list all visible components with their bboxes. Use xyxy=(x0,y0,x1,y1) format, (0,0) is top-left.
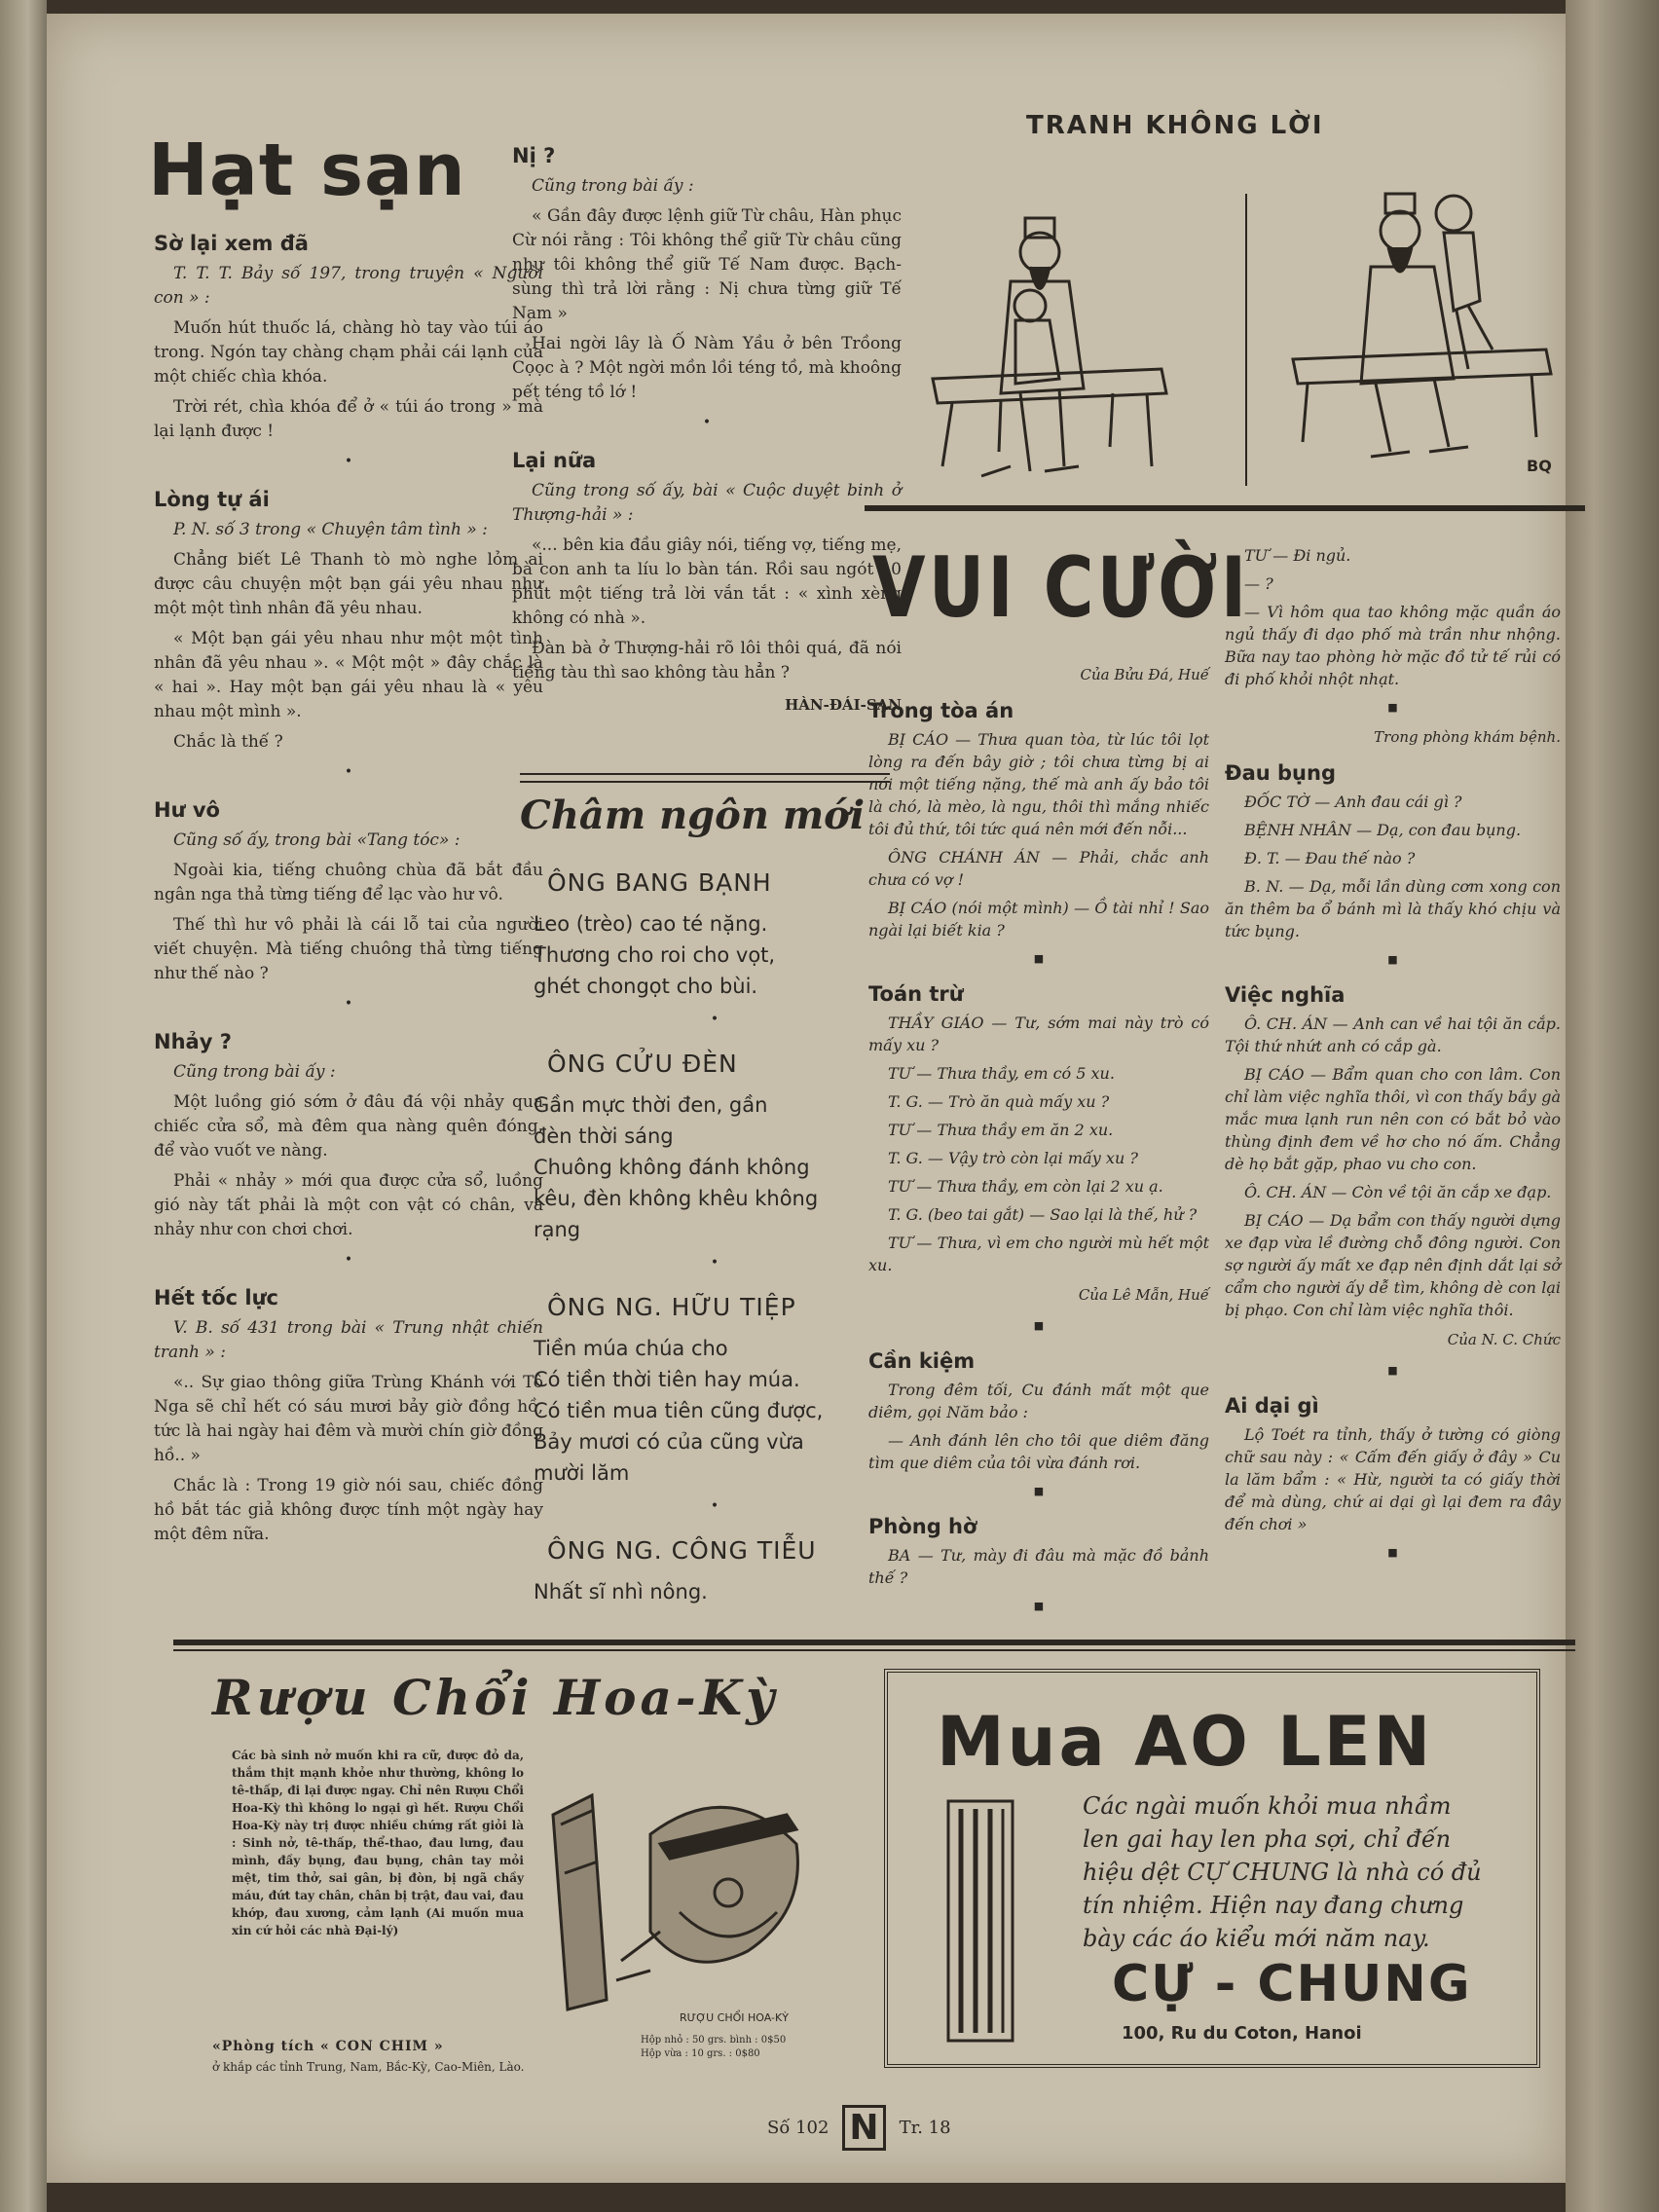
cham-ngon-line: Tiền múa chúa cho xyxy=(534,1337,728,1360)
hat-san-col1 xyxy=(154,218,543,1553)
ruou-ad-title: Rượu Chổi Hoa-Kỳ xyxy=(212,1669,779,1726)
hat-san-title: Hạt sạn xyxy=(148,129,466,212)
paragraph: Phải « nhảy » mới qua được cửa sổ, luồng gió này tất phải là một con vật có chân, và nhảy như con chơi chơi. xyxy=(154,1171,543,1239)
separator-dot: • xyxy=(344,996,353,1012)
vui-paragraph: BỊ CÁO — Dạ bẩm con thấy người dựng xe đạp vừa lề đường chỗ đông người. Con sợ người ấy mất xe đạp nên định dắt lại sở cẩm cho người ấy dễ tìm, không dè con lại bị phạo. Con chỉ làm việc nghĩa thôi. xyxy=(1225,1211,1561,1319)
cham-ngon-line: Thương cho roi cho vọt, xyxy=(534,943,776,967)
vui-heading: Đau bụng xyxy=(1225,761,1336,785)
cham-ngon-line: rạng xyxy=(534,1218,581,1241)
paragraph: « Một bạn gái yêu nhau như một một tình nhân đã yêu nhau ». « Một một » đây chắc là « hai ». Hay một bạn gái yêu nhau là « yêu nhau một mình ». xyxy=(154,629,543,721)
section-heading: Nhảy ? xyxy=(154,1030,232,1053)
tranh-title: TRANH KHÔNG LỜI xyxy=(1026,111,1324,140)
vui-paragraph: Trong đêm tối, Cu đánh mất một que diêm, gọi Năm bảo : xyxy=(868,1381,1209,1421)
cham-ngon-line: Nhất sĩ nhì nông. xyxy=(534,1580,708,1604)
separator-dot: • xyxy=(344,764,353,780)
cham-ngon-name: ÔNG BANG BẠNH xyxy=(547,868,772,897)
section-heading: Hết tốc lực xyxy=(154,1286,278,1309)
issue-number: Số 102 xyxy=(767,2118,830,2138)
vui-paragraph: T. G. (beo tai gắt) — Sao lại là thế, hử ? xyxy=(888,1205,1198,1224)
paragraph: « Gần đây được lệnh giữ Từ châu, Hàn phục Cừ nói rằng : Tôi không thể giữ Từ châu cũng như tôi không thể giữ Tế Nam được. Bạch-sùng thì trả lời rằng : Nị chưa từng giữ Tế Nam » xyxy=(512,206,902,323)
cartoon-panel-right xyxy=(1293,194,1551,457)
separator-dot: • xyxy=(710,1498,719,1514)
ruou-ad-illustration xyxy=(534,1737,826,2029)
vui-credit: Của Bửu Đá, Huế xyxy=(1080,666,1209,683)
cham-ngon-line: Leo (trèo) cao té nặng. xyxy=(534,912,768,936)
vui-heading: Trong tòa án xyxy=(868,699,1014,722)
vui-paragraph: BỆNH NHÂN — Dạ, con đau bụng. xyxy=(1244,821,1522,839)
vui-paragraph: ĐỐC TỜ — Anh đau cái gì ? xyxy=(1244,793,1462,811)
paragraph: P. N. số 3 trong « Chuyện tâm tình » : xyxy=(173,520,488,539)
vui-paragraph: TƯ — Thưa thầy, em có 5 xu. xyxy=(888,1064,1115,1083)
vui-paragraph: TƯ — Thưa, vì em cho người mù hết một xu. xyxy=(868,1234,1209,1274)
binding-edge-left xyxy=(0,0,47,2212)
vui-paragraph: BỊ CÁO — Thưa quan tòa, từ lúc tôi lọt lòng ra đến bây giờ ; tôi chưa từng bị ai nói một tiếng nặng, thế mà anh ấy bảo tôi là chó, là mèo, là ngu, thôi thì mắng nhiếc tôi đủ thứ, tôi tức quá nên mới đến nỗi... xyxy=(868,730,1209,838)
separator-square: ■ xyxy=(1387,1546,1398,1559)
paragraph: «... bên kia đầu giây nói, tiếng vợ, tiếng mẹ, bà con anh ta líu lo bàn tán. Rồi sau ngót 10 phút một tiếng trả lời vắn tắt : « xình xèng không có nhà ». xyxy=(512,535,902,628)
vui-paragraph: — Anh đánh lên cho tôi que diêm đăng tìm que diêm của tôi vừa đánh rơi. xyxy=(868,1431,1209,1472)
ruou-footer: «Phòng tích « CON CHIM » xyxy=(212,2039,444,2054)
section-heading: Nị ? xyxy=(512,144,556,167)
divider xyxy=(520,773,890,775)
vui-heading: Toán trừ xyxy=(868,982,964,1006)
page-footer xyxy=(767,2105,951,2151)
vui-paragraph: Đ. T. — Đau thế nào ? xyxy=(1244,849,1416,867)
vui-heading: Phòng hờ xyxy=(868,1515,977,1538)
cham-ngon-line: ghét chongọt cho bùi. xyxy=(534,975,758,998)
cham-ngon-name: ÔNG CỬU ĐÈN xyxy=(547,1050,738,1078)
cham-ngon-line: Bảy mươi có của cũng vừa xyxy=(534,1430,804,1454)
vui-paragraph: T. G. — Vậy trò còn lại mấy xu ? xyxy=(888,1149,1138,1167)
vui-credit: Trong phòng khám bệnh. xyxy=(1374,728,1561,746)
paragraph: Muốn hút thuốc lá, chàng hò tay vào túi áo trong. Ngón tay chàng chạm phải cái lạnh của một chiếc chìa khóa. xyxy=(154,318,543,387)
paragraph: Cũng trong số ấy, bài « Cuộc duyệt binh ở Thượng-hải » : xyxy=(512,481,902,525)
section-heading: Hư vô xyxy=(154,798,220,822)
cham-ngon-line: đèn thời sáng xyxy=(534,1124,674,1148)
paragraph: Đàn bà ở Thượng-hải rõ lôi thôi quá, đã nói tiếng tàu thì sao không tàu hẳn ? xyxy=(512,639,902,682)
separator-dot: • xyxy=(710,1255,719,1271)
vui-cuoi-left xyxy=(868,656,1209,1621)
vui-paragraph: TƯ — Đi ngủ. xyxy=(1244,546,1351,565)
newspaper-page xyxy=(47,14,1566,2183)
ruou-footer2: ở khắp các tỉnh Trung, Nam, Bắc-Kỳ, Cao-Miên, Lào. xyxy=(212,2060,525,2074)
divider xyxy=(173,1649,1575,1651)
vui-paragraph: — Vì hôm qua tao không mặc quần áo ngủ thấy đi dạo phố mà trần như nhộng. Bữa nay tao phòng hờ mặc đồ tử tế rủi có đi phố khỏi nhột nhạt. xyxy=(1225,603,1561,688)
ruou-bottle-label: RƯỢU CHỔI HOA-KỲ xyxy=(680,2011,789,2024)
ruou-prices xyxy=(641,2034,786,2061)
cham-ngon-name: ÔNG NG. HỮU TIỆP xyxy=(547,1293,796,1321)
paragraph: Cũng số ấy, trong bài «Tang tóc» : xyxy=(173,830,461,850)
hat-san-author: HÀN-ĐÁI-SẠN xyxy=(785,696,902,714)
page-number: Tr. 18 xyxy=(899,2118,951,2138)
paragraph: Chắc là : Trong 19 giờ nói sau, chiếc đồng hồ bắt tác giả không được tính một ngày hay một đêm nữa. xyxy=(154,1476,543,1544)
ruou-price-2: Hộp vừa : 10 grs. : 0$80 xyxy=(641,2048,760,2059)
separator-square: ■ xyxy=(1033,952,1045,965)
vui-heading: Cần kiệm xyxy=(868,1349,976,1373)
vui-paragraph: Ô. CH. ÁN — Anh can về hai tội ăn cắp. Tội thứ nhứt anh có cắp gà. xyxy=(1225,1014,1561,1055)
ngay-nay-logo: N xyxy=(842,2105,885,2151)
separator-square: ■ xyxy=(1033,1319,1045,1332)
section-heading: Lại nữa xyxy=(512,449,597,472)
cartoon-illustration xyxy=(884,174,1585,496)
separator-dot: • xyxy=(344,454,353,469)
vui-credit: Của Lê Mẫn, Huế xyxy=(1078,1286,1209,1304)
vui-paragraph: BỊ CÁO (nói một mình) — Ồ tài nhỉ ! Sao ngài lại biết kia ? xyxy=(868,899,1209,940)
cham-ngon-name: ÔNG NG. CÔNG TIỄU xyxy=(547,1536,817,1565)
ao-len-address: 100, Ru du Coton, Hanoi xyxy=(1122,2023,1362,2044)
cham-ngon-line: mười lăm xyxy=(534,1461,630,1485)
ao-len-title: Mua AO LEN xyxy=(937,1702,1434,1782)
cham-ngon-line: Chuông không đánh không xyxy=(534,1156,810,1179)
cartoon-panel-left xyxy=(933,218,1166,476)
divider xyxy=(173,1640,1575,1645)
vui-cuoi-title: VUI CƯỜI xyxy=(872,539,1250,637)
separator-square: ■ xyxy=(1033,1600,1045,1612)
cham-ngon-line: Có tiền thời tiên hay múa. xyxy=(534,1368,800,1391)
divider xyxy=(520,781,890,783)
cham-ngon-list xyxy=(520,851,909,1607)
vui-credit: Của N. C. Chức xyxy=(1447,1331,1561,1348)
paragraph: Thế thì hư vô phải là cái lỗ tai của người viết chuyện. Mà tiếng chuông thả từng tiếng như thế nào ? xyxy=(154,915,543,983)
vui-paragraph: TƯ — Thưa thầy, em còn lại 2 xu ạ. xyxy=(888,1177,1163,1196)
ruou-ad-body: Các bà sinh nở muốn khi ra cữ, được đỏ da, thắm thịt mạnh khỏe như thường, không lo tê-thấp, đi lại được ngay. Chỉ nên Rượu Chổi Hoa-Kỳ thì không lo ngại gì hết. Rượu Chổi Hoa-Kỳ này trị được nhiều chứng rất giỏi là : Sinh nở, tê-thấp, thể-thao, đau lưng, đau mình, đầy bụng, đau bụng, chân tay mỏi mệt, tim thở, sai gân, bị đòn, bị ngã chầy máu, đứt tay chân, chân bị trật, đau vai, đau khớp, đau xương, cảm lạnh (Ai muốn mua xin cứ hỏi các nhà Đại-lý) xyxy=(232,1749,524,1937)
ao-len-body: Các ngài muốn khỏi mua nhầm len gai hay len pha sợi, chỉ đến hiệu dệt CỰ CHUNG là nhà có đủ tín nhiệm. Hiện nay đang chưng bày các áo kiểu mới năm nay. xyxy=(1083,1792,1482,1952)
paragraph: Một luồng gió sớm ở đâu đá vội nhảy qua chiếc cửa sổ, mà đêm qua nàng quên đóng, để vào vuốt ve nàng. xyxy=(154,1092,543,1161)
separator-dot: • xyxy=(710,1012,719,1027)
separator-square: ■ xyxy=(1387,1364,1398,1377)
vui-paragraph: BA — Tư, mày đi đâu mà mặc đồ bảnh thế ? xyxy=(868,1546,1209,1587)
paragraph: Trời rét, chìa khóa để ở « túi áo trong » mà lại lạnh được ! xyxy=(154,397,543,441)
separator-dot: • xyxy=(344,1252,353,1268)
vui-paragraph: Ô. CH. ÁN — Còn về tội ăn cắp xe đạp. xyxy=(1244,1183,1552,1201)
separator-square: ■ xyxy=(1387,953,1398,966)
cham-ngon-line: Gần mực thời đen, gần xyxy=(534,1093,768,1117)
hat-san-col2 xyxy=(512,130,902,718)
ao-len-ad xyxy=(884,1669,1540,2068)
separator-square: ■ xyxy=(1033,1485,1045,1497)
ruou-price-1: Hộp nhỏ : 50 grs. bình : 0$50 xyxy=(641,2035,787,2046)
vui-cuoi-right xyxy=(1225,544,1561,1567)
paragraph: Hai ngời lây là Ố Nàm Yầu ở bên Trồong Cọọc à ? Một ngời mồn lồi téng tồ, mà khoông pết téng tồ lớ ! xyxy=(512,334,902,402)
vui-paragraph: ÔNG CHÁNH ÁN — Phải, chắc anh chưa có vợ ! xyxy=(868,848,1209,889)
vui-paragraph: — ? xyxy=(1244,574,1273,593)
ao-len-stripes xyxy=(946,1799,1014,2043)
separator-dot: • xyxy=(702,415,712,430)
paragraph: V. B. số 431 trong bài « Trung nhật chiến tranh » : xyxy=(154,1318,543,1362)
cham-ngon-line: Có tiền mua tiên cũng được, xyxy=(534,1399,824,1422)
ruou-ad xyxy=(212,1669,874,2117)
separator-square: ■ xyxy=(1387,701,1398,714)
vui-paragraph: B. N. — Dạ, mỗi lần dùng cơm xong con ăn thêm ba ổ bánh mì là thấy khó chịu và tức bụng. xyxy=(1225,877,1561,940)
paragraph: Ngoài kia, tiếng chuông chùa đã bắt đầu ngân nga thả từng tiếng để lạc vào hư vô. xyxy=(154,861,543,904)
paragraph: Cũng trong bài ấy : xyxy=(173,1062,336,1082)
vui-heading: Ai dại gì xyxy=(1225,1394,1319,1418)
cham-ngon-title: Châm ngôn mới xyxy=(520,793,866,838)
vui-paragraph: THẦY GIÁO — Tư, sớm mai này trò có mấy xu ? xyxy=(868,1014,1209,1054)
cartoon-signature: BQ xyxy=(1527,457,1552,475)
ao-len-brand: CỰ - CHUNG xyxy=(1112,1955,1472,2013)
paragraph: Chẳng biết Lê Thanh tò mò nghe lỏm ai được câu chuyện một bạn gái yêu nhau như một một tình nhân đã yêu nhau. xyxy=(154,550,543,618)
paragraph: Cũng trong bài ấy : xyxy=(532,176,694,196)
vui-paragraph: TƯ — Thưa thầy em ăn 2 xu. xyxy=(888,1121,1114,1139)
vui-paragraph: T. G. — Trò ăn quà mấy xu ? xyxy=(888,1092,1110,1111)
paragraph: T. T. T. Bảy số 197, trong truyện « Người con » : xyxy=(154,264,543,308)
paragraph: Chắc là thế ? xyxy=(173,732,283,752)
divider xyxy=(865,505,1585,511)
section-heading: Lòng tự ái xyxy=(154,488,270,511)
cham-ngon-line: kêu, đèn không khêu không xyxy=(534,1187,819,1210)
vui-heading: Việc nghĩa xyxy=(1225,983,1346,1007)
vui-paragraph: Lộ Toét ra tỉnh, thấy ở tường có giòng chữ sau này : « Cấm đến giấy ở đây » Cu la lăm bẩm : « Hừ, người ta có giấy thời để mà dùng, chứ ai dại gì lại đem ra đây đến chơi » xyxy=(1225,1425,1561,1533)
section-heading: Sờ lại xem đã xyxy=(154,232,309,255)
vui-paragraph: BỊ CÁO — Bẩm quan cho con lâm. Con chỉ làm việc nghĩa thôi, vì con thấy bầy gà mắc mưa lạnh run nên con có bắt bỏ vào thùng định đem về hơ cho nó ấm. Chẳng dè họ bắt gặp, phao vu cho con. xyxy=(1225,1065,1561,1173)
paragraph: «.. Sự giao thông giữa Trùng Khánh với Tô Nga sẽ chỉ hết có sáu mươi bảy giờ đồng hồ, tức là hai ngày hai đêm và mười chín giờ đồng hồ.. » xyxy=(154,1373,543,1465)
